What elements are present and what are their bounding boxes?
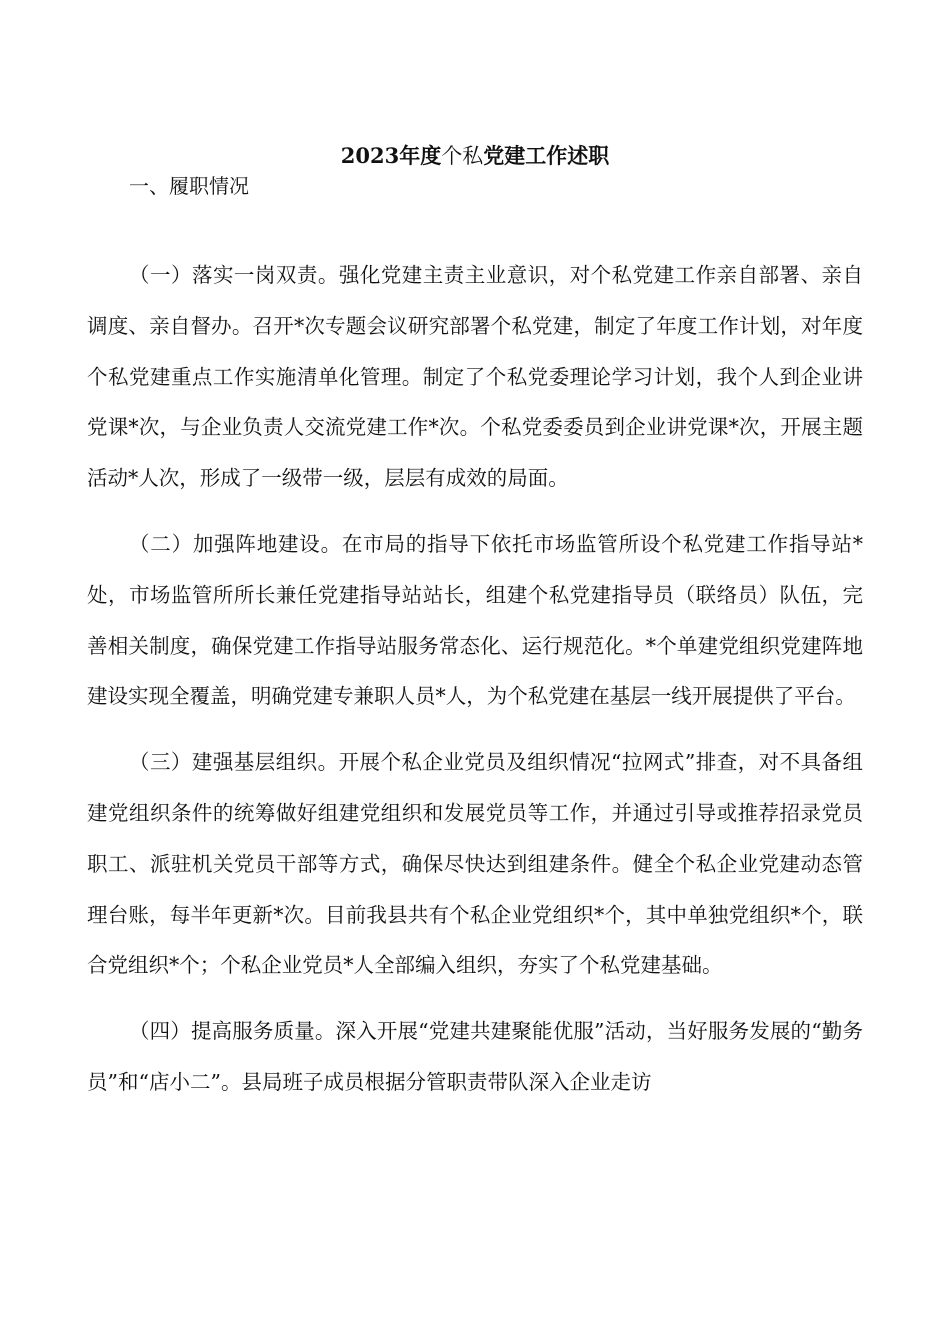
title-part-2: 个私	[441, 144, 484, 168]
paragraph-2: （二）加强阵地建设。在市局的指导下依托市场监管所设个私党建工作指导站*处，市场监管所所长兼任党建指导站站长，组建个私党建指导员（联络员）队伍，完善相关制度，确保党建工作指导站服务常态化、运行规范化。*个单建党组织党建阵地建设实现全覆盖，明确党建专兼职人员*人，为个私党建在基层一线开展提供了平台。	[87, 531, 863, 709]
title-part-3: 党建工作述职	[483, 143, 610, 168]
title-part-1: 年度	[399, 143, 442, 168]
title-year: 2023	[340, 143, 400, 168]
paragraph-3: （三）建强基层组织。开展个私企业党员及组织情况“拉网式”排查，对不具备组建党组织条件的统筹做好组建党组织和发展党员等工作，并通过引导或推荐招录党员职工、派驻机关党员干部等方式，确保尽快达到组建条件。健全个私企业党建动态管理台账，每半年更新*次。目前我县共有个私企业党组织*个，其中单独党组织*个，联合党组织*个；个私企业党员*人全部编入组织，夯实了个私党建基础。	[87, 750, 863, 978]
section-heading: 一、履职情况	[129, 174, 249, 198]
document-title	[0, 140, 950, 172]
paragraph-4: （四）提高服务质量。深入开展“党建共建聚能优服”活动，当好服务发展的“勤务员”和“店小二”。县局班子成员根据分管职责带队深入企业走访	[87, 1019, 863, 1094]
paragraph-1: （一）落实一岗双责。强化党建主责主业意识，对个私党建工作亲自部署、亲自调度、亲自督办。召开*次专题会议研究部署个私党建，制定了年度工作计划，对年度个私党建重点工作实施清单化管理。制定了个私党委理论学习计划，我个人到企业讲党课*次，与企业负责人交流党建工作*次。个私党委委员到企业讲党课*次，开展主题活动*人次，形成了一级带一级，层层有成效的局面。	[87, 263, 863, 491]
document-body	[87, 250, 863, 1123]
